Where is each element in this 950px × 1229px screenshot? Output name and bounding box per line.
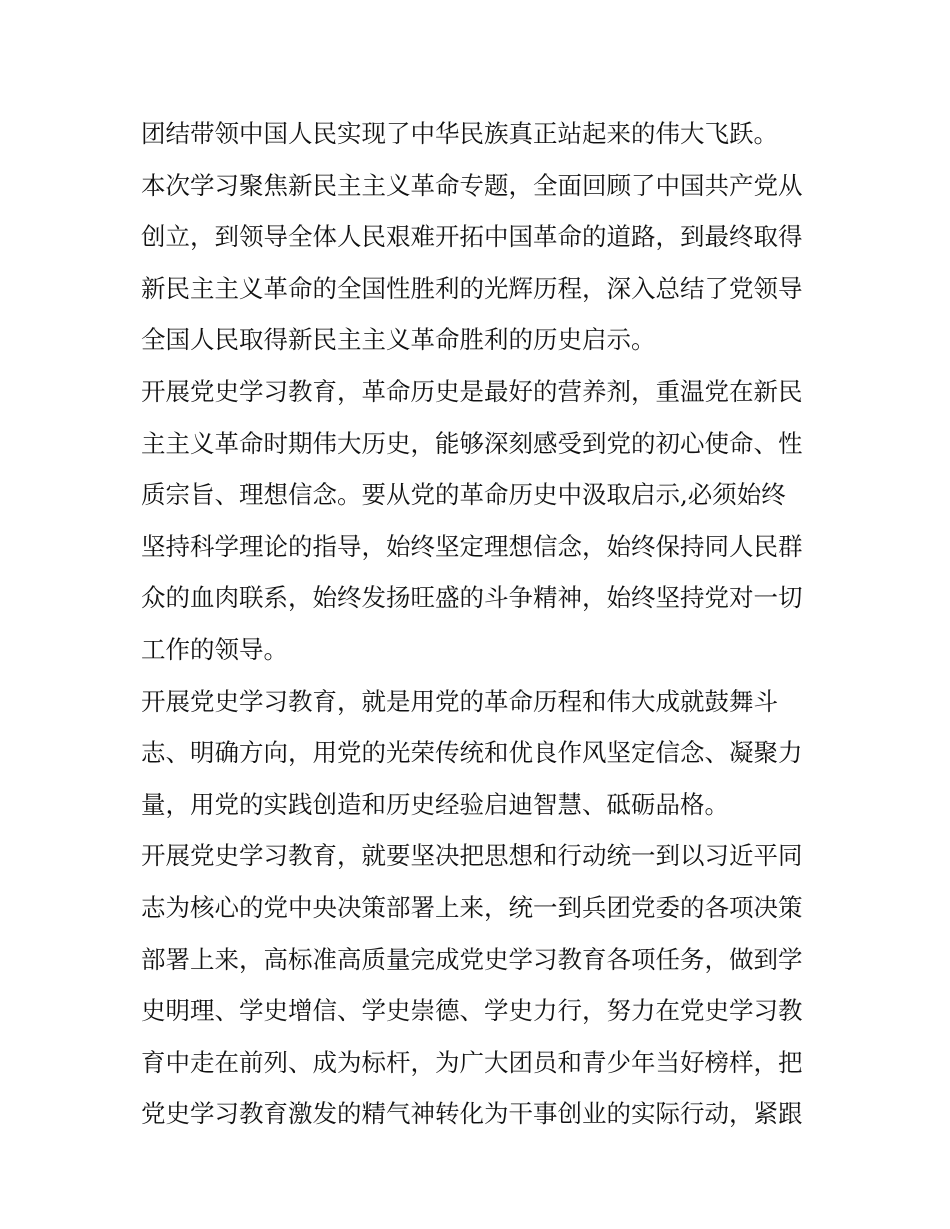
text-line: 质宗旨、理想信念。要从党的革命历史中汲取启示,必须始终 xyxy=(141,480,786,510)
text-line: 开展党史学习教育，就要坚决把思想和行动统一到以习近平同 xyxy=(141,841,803,871)
text-line: 量，用党的实践创造和历史经验启迪智慧、砥砺品格。 xyxy=(141,789,729,819)
text-line: 党史学习教育激发的精气神转化为干事创业的实际行动，紧跟 xyxy=(141,1099,803,1129)
text-line: 坚持科学理论的指导，始终坚定理想信念，始终保持同人民群 xyxy=(141,531,803,561)
text-line: 创立，到领导全体人民艰难开拓中国革命的道路，到最终取得 xyxy=(141,222,803,252)
text-line: 新民主主义革命的全国性胜利的光辉历程，深入总结了党领导 xyxy=(141,273,803,303)
text-line: 开展党史学习教育，就是用党的革命历程和伟大成就鼓舞斗 xyxy=(141,686,778,716)
text-line: 史明理、学史增信、学史崇德、学史力行，努力在党史学习教 xyxy=(141,996,803,1026)
text-line: 志为核心的党中央决策部署上来，统一到兵团党委的各项决策 xyxy=(141,892,803,922)
text-line: 育中走在前列、成为标杆，为广大团员和青少年当好榜样，把 xyxy=(141,1047,803,1077)
text-line: 开展党史学习教育，革命历史是最好的营养剂，重温党在新民 xyxy=(141,376,803,406)
body-text xyxy=(141,108,821,1140)
text-line: 主主义革命时期伟大历史，能够深刻感受到党的初心使命、性 xyxy=(141,428,803,458)
text-line: 众的血肉联系，始终发扬旺盛的斗争精神，始终坚持党对一切 xyxy=(141,583,803,613)
text-line: 部署上来，高标准高质量完成党史学习教育各项任务，做到学 xyxy=(141,944,803,974)
text-line: 团结带领中国人民实现了中华民族真正站起来的伟大飞跃。 xyxy=(141,119,778,148)
text-line: 本次学习聚焦新民主主义革命专题，全面回顾了中国共产党从 xyxy=(141,170,803,200)
text-line: 志、明确方向，用党的光荣传统和优良作风坚定信念、凝聚力 xyxy=(141,738,803,768)
text-line: 工作的领导。 xyxy=(141,634,288,664)
text-line: 全国人民取得新民主主义革命胜利的历史启示。 xyxy=(141,325,656,355)
